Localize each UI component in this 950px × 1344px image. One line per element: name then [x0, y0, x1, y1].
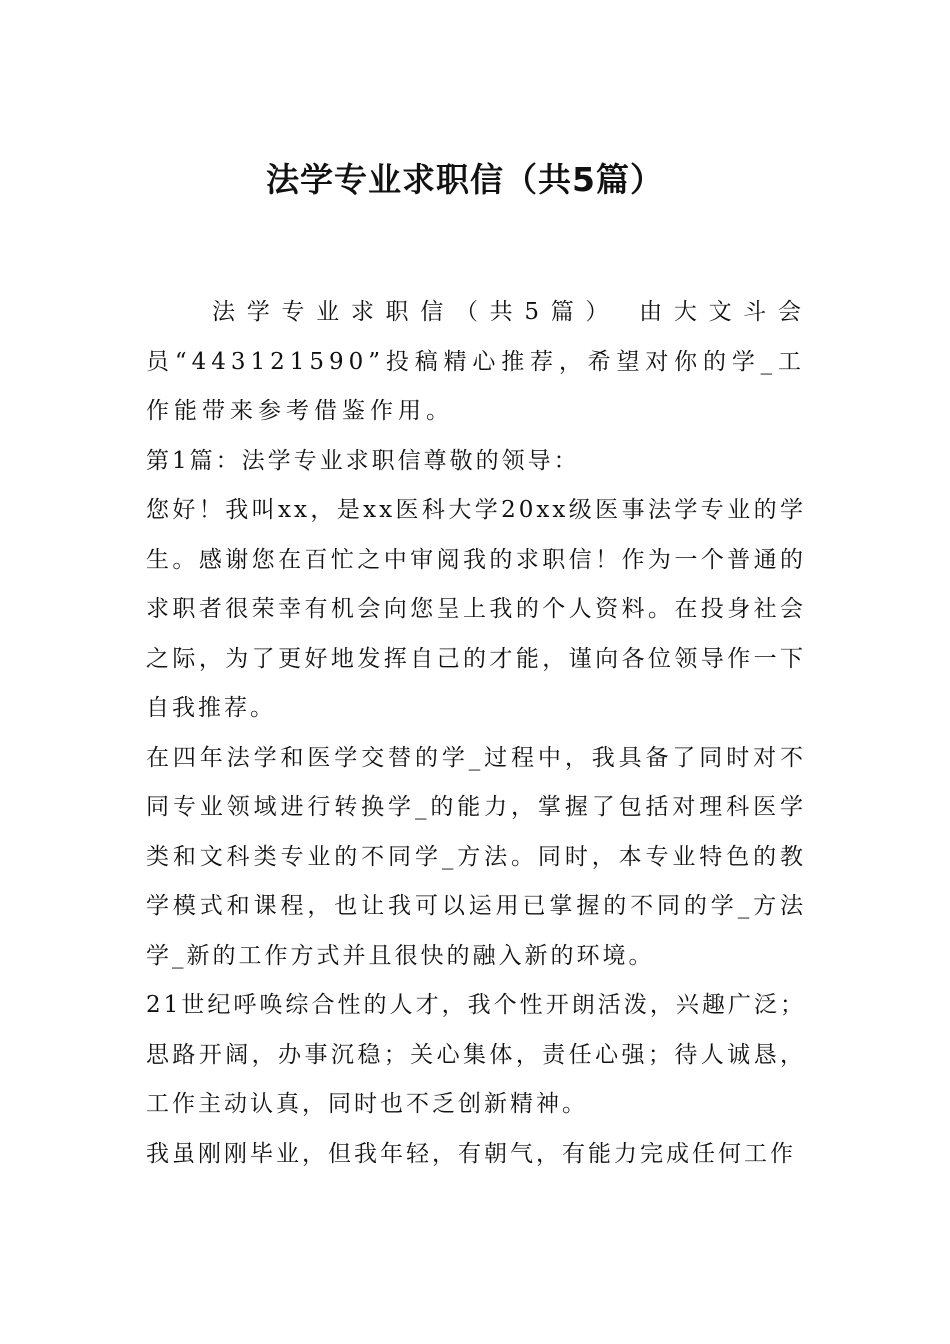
intro-paragraph: 法学专业求职信（共5篇） 由大文斗会员“443121590”投稿精心推荐，希望对你的学_工作能带来参考借鉴作用。 — [146, 299, 806, 424]
section-heading-paragraph: 第1篇：法学专业求职信尊敬的领导： — [146, 447, 580, 474]
document-title: 法学专业求职信（共5篇） — [266, 160, 664, 199]
body-paragraph-closing: 我虽刚刚毕业，但我年轻，有朝气，有能力完成任何工作 — [146, 1140, 796, 1167]
body-paragraph-study: 在四年法学和医学交替的学_过程中，我具备了同时对不同专业领域进行转换学_的能力，掌握了包括对理科医学类和文科类专业的不同学_方法。同时，本专业特色的教学模式和课程，也让我可以运用已掌握的不同的学_方法学_新的工作方式并且很快的融入新的环境。 — [146, 744, 806, 969]
document-body — [146, 288, 806, 1179]
body-paragraph-personality: 21世纪呼唤综合性的人才，我个性开朗活泼，兴趣广泛；思路开阔，办事沉稳；关心集体，责任心强；待人诚恳，工作主动认真，同时也不乏创新精神。 — [146, 992, 806, 1117]
body-paragraph-greeting: 您好！我叫xx，是xx医科大学20xx级医事法学专业的学生。感谢您在百忙之中审阅我的求职信！作为一个普通的求职者很荣幸有机会向您呈上我的个人资料。在投身社会之际，为了更好地发挥自己的才能，谨向各位领导作一下自我推荐。 — [146, 497, 806, 721]
